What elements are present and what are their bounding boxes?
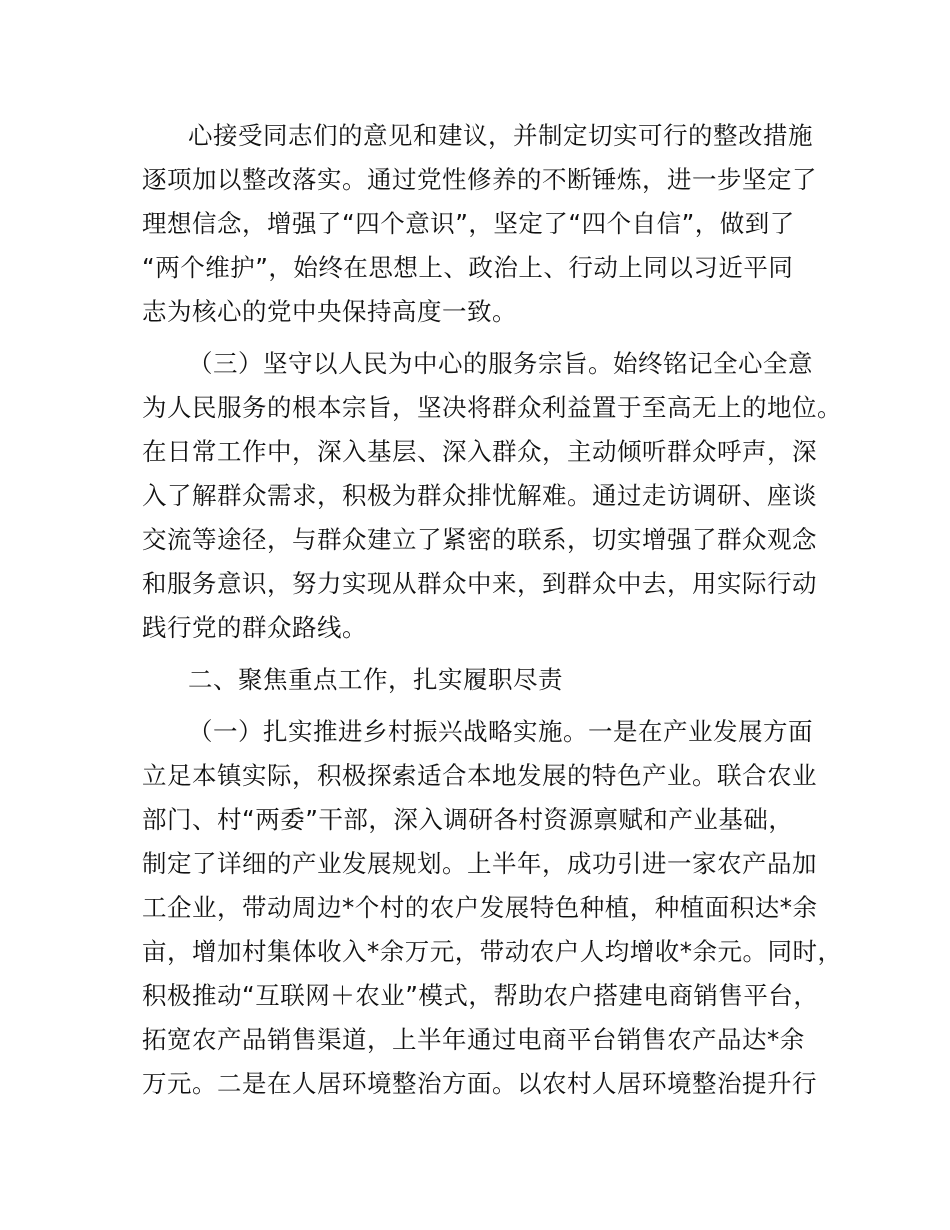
text-line: 理想信念，增强了“四个意识”，坚定了“四个自信”，做到了	[142, 209, 795, 238]
document-body	[142, 114, 842, 1106]
text-line: 万元。二是在人居环境整治方面。以农村人居环境整治提升行	[142, 1069, 817, 1098]
paragraph-4	[142, 710, 842, 1106]
text-line: 拓宽农产品销售渠道，上半年通过电商平台销售农产品达*余	[142, 1025, 805, 1054]
paragraph-1	[142, 114, 842, 334]
text-line: 和服务意识，努力实现从群众中来，到群众中去，用实际行动	[142, 569, 817, 598]
text-line: 亩，增加村集体收入*余万元，带动农户人均增收*余元。同时，	[142, 937, 843, 966]
text-line: 入了解群众需求，积极为群众排忧解难。通过走访调研、座谈	[142, 481, 817, 510]
text-line: 志为核心的党中央保持高度一致。	[142, 297, 517, 326]
text-line: 践行党的群众路线。	[142, 613, 367, 642]
text-line: 立足本镇实际，积极探索适合本地发展的特色产业。联合农业	[142, 761, 817, 790]
text-line: （一）扎实推进乡村振兴战略实施。一是在产业发展方面	[188, 717, 813, 746]
text-line: 逐项加以整改落实。通过党性修养的不断锤炼，进一步坚定了	[142, 165, 817, 194]
section-heading	[142, 658, 842, 702]
text-line: （三）坚守以人民为中心的服务宗旨。始终铭记全心全意	[188, 349, 813, 378]
text-line: 积极推动“互联网＋农业”模式，帮助农户搭建电商销售平台，	[142, 981, 819, 1010]
heading-text: 二、聚焦重点工作，扎实履职尽责	[188, 665, 563, 694]
text-line: 交流等途径，与群众建立了紧密的联系，切实增强了群众观念	[142, 525, 817, 554]
text-line: 部门、村“两委”干部，深入调研各村资源禀赋和产业基础，	[142, 805, 794, 834]
text-line: 为人民服务的根本宗旨，坚决将群众利益置于至高无上的地位。	[142, 393, 842, 422]
text-line: 制定了详细的产业发展规划。上半年，成功引进一家农产品加	[142, 849, 817, 878]
text-line: 工企业，带动周边*个村的农户发展特色种植，种植面积达*余	[142, 893, 818, 922]
text-line: “两个维护”，始终在思想上、政治上、行动上同以习近平同	[142, 253, 794, 282]
paragraph-2	[142, 342, 842, 650]
text-line: 在日常工作中，深入基层、深入群众，主动倾听群众呼声，深	[142, 437, 817, 466]
text-line: 心接受同志们的意见和建议，并制定切实可行的整改措施	[188, 121, 813, 150]
